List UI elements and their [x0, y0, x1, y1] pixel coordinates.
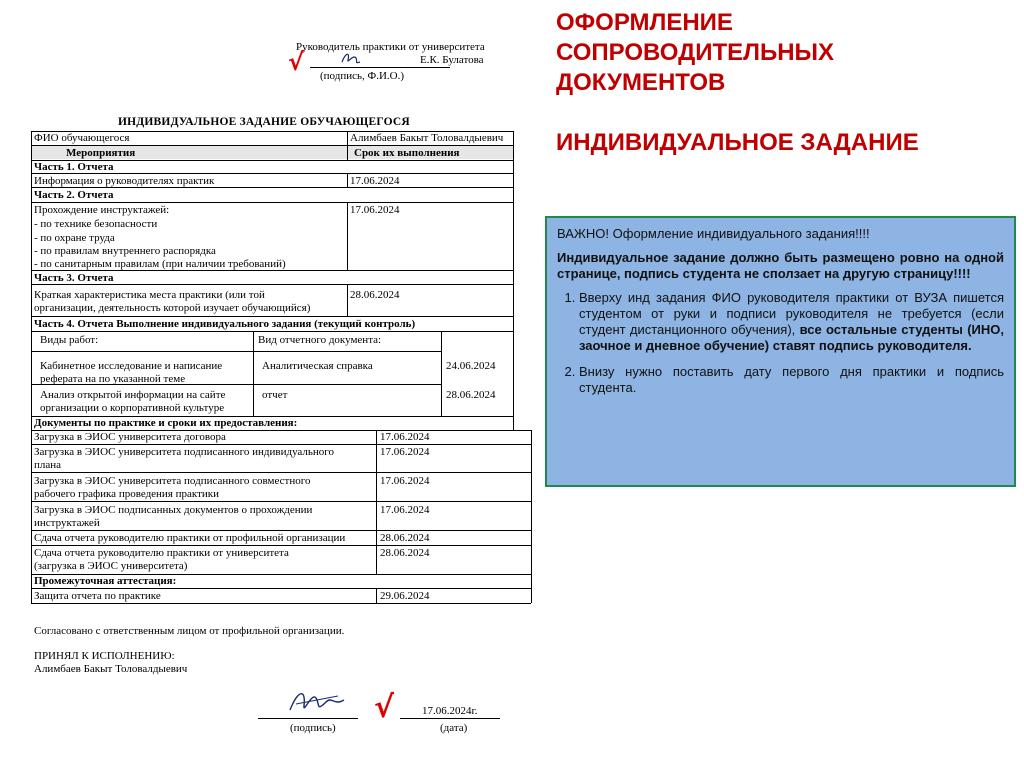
- caption-signature: (подпись): [290, 722, 336, 734]
- part-2-line: - по санитарным правилам (при наличии требований): [34, 258, 286, 270]
- part-1-date: 17.06.2024: [350, 175, 400, 187]
- part-2: Часть 2. Отчета: [34, 189, 114, 201]
- part-2-line: - по охране труда: [34, 232, 115, 244]
- doc-item-5-date: 28.06.2024: [380, 532, 430, 544]
- doc-item-3-line: Загрузка в ЭИОС университета подписанного совместного: [34, 475, 311, 487]
- doc-item-4-line: инструктажей: [34, 517, 100, 529]
- work-1-date: 24.06.2024: [446, 360, 496, 372]
- part-2-date: 17.06.2024: [350, 204, 400, 216]
- part-2-line: - по правилам внутреннего распорядка: [34, 245, 216, 257]
- supervisor-line: Руководитель практики от университета: [296, 41, 485, 53]
- defense-item: Защита отчета по практике: [34, 590, 161, 602]
- supervisor-name: Е.К. Булатова: [420, 54, 484, 66]
- work-2-line: Анализ открытой информации на сайте: [40, 389, 226, 401]
- student-signature: [286, 684, 350, 718]
- doc-item-2-date: 17.06.2024: [380, 446, 430, 458]
- supervisor-signature: [340, 50, 362, 68]
- work-1-doc: Аналитическая справка: [262, 360, 373, 372]
- agreed-text: Согласовано с ответственным лицом от профильной организации.: [34, 625, 345, 637]
- note-item-1-text: Вверху инд задания ФИО руководителя практики от ВУЗА пишется студентом от руки и подписи руководителя не требуется (если студент дистанционного обучения),: [579, 290, 1004, 337]
- doc-item-2-line: Загрузка в ЭИОС университета подписанного индивидуального: [34, 446, 335, 458]
- doc-item-4-line: Загрузка в ЭИОС подписанных документов о прохождении: [34, 504, 313, 516]
- part-2-line: Прохождение инструктажей:: [34, 204, 170, 216]
- part-3-line: Краткая характеристика места практики (или той: [34, 289, 265, 301]
- student-name: Алимбаев Бакыт Толовалдыевич: [350, 132, 504, 144]
- note-important: ВАЖНО! Оформление индивидуального задания!!!!: [557, 226, 870, 241]
- doc-item-3-date: 17.06.2024: [380, 475, 430, 487]
- defense-date: 29.06.2024: [380, 590, 430, 602]
- part-1-item: Информация о руководителях практик: [34, 175, 215, 187]
- doc-item-5: Сдача отчета руководителю практики от профильной организации: [34, 532, 346, 544]
- note-list-item-1: [579, 290, 1004, 354]
- accepted-label: ПРИНЯЛ К ИСПОЛНЕНИЮ:: [34, 650, 175, 662]
- supervisor-sign-caption: (подпись, Ф.И.О.): [320, 70, 404, 82]
- caption-date: (дата): [440, 722, 468, 734]
- doc-item-2-line: плана: [34, 459, 62, 471]
- interim-header: Промежуточная аттестация:: [34, 575, 177, 587]
- col-deadline: Срок их выполнения: [354, 147, 460, 159]
- work-1-line: Кабинетное исследование и написание: [40, 360, 223, 372]
- doc-item-1-date: 17.06.2024: [380, 431, 430, 443]
- note-item-1-bold: все остальные студенты (ИНО, заочное и дневное обучение) ставят подпись руководителя.: [579, 322, 1004, 353]
- doc-item-6-date: 28.06.2024: [380, 547, 430, 559]
- slide-title: [556, 8, 1006, 158]
- slide-subtitle: ИНДИВИДУАЛЬНОЕ ЗАДАНИЕ: [556, 129, 919, 156]
- part-3-line: организации, деятельность которой изучает обучающийся): [34, 302, 311, 314]
- col-events: Мероприятия: [66, 147, 136, 159]
- slide-title-line: ОФОРМЛЕНИЕ: [556, 9, 733, 36]
- note-bold-paragraph: Индивидуальное задание должно быть размещено ровно на одной странице, подпись студента не сползает на другую страницу!!!!: [557, 250, 1004, 281]
- work-2-line: организации о корпоративной культуре: [40, 402, 225, 414]
- slide-title-line: ДОКУМЕНТОВ: [556, 69, 726, 96]
- work-2-doc: отчет: [262, 389, 288, 401]
- work-2-date: 28.06.2024: [446, 389, 496, 401]
- note-list: [557, 290, 1004, 396]
- note-list-item-2: 2. Внизу нужно поставить дату первого дня практики и подпись студента.: [579, 364, 1004, 396]
- doc-item-4-date: 17.06.2024: [380, 504, 430, 516]
- bottom-date: 17.06.2024г.: [422, 705, 478, 717]
- doc-item-3-line: рабочего графика проведения практики: [34, 488, 220, 500]
- docs-header: Документы по практике и сроки их предоставления:: [34, 417, 298, 429]
- work-1-line: реферата на по указанной теме: [40, 373, 186, 385]
- student-label: ФИО обучающегося: [34, 132, 130, 144]
- document-title: ИНДИВИДУАЛЬНОЕ ЗАДАНИЕ ОБУЧАЮЩЕГОСЯ: [118, 116, 410, 128]
- slide-title-line: СОПРОВОДИТЕЛЬНЫХ: [556, 39, 835, 66]
- doc-item-6-line: Сдача отчета руководителю практики от университета: [34, 547, 289, 559]
- part-3-date: 28.06.2024: [350, 289, 400, 301]
- part-2-line: - по технике безопасности: [34, 218, 158, 230]
- important-note-box: [545, 216, 1016, 487]
- accepted-name: Алимбаев Бакыт Толовалдыевич: [34, 663, 188, 675]
- work-types-label: Виды работ:: [40, 334, 99, 346]
- part-1: Часть 1. Отчета: [34, 161, 114, 173]
- doc-item-6-line: (загрузка в ЭИОС университета): [34, 560, 188, 572]
- part-4: Часть 4. Отчета Выполнение индивидуального задания (текущий контроль): [34, 318, 416, 330]
- report-type-label: Вид отчетного документа:: [258, 334, 382, 346]
- check-mark-bottom: √: [374, 690, 395, 725]
- doc-item-1: Загрузка в ЭИОС университета договора: [34, 431, 226, 443]
- part-3: Часть 3. Отчета: [34, 272, 114, 284]
- check-mark-top: √: [288, 48, 305, 76]
